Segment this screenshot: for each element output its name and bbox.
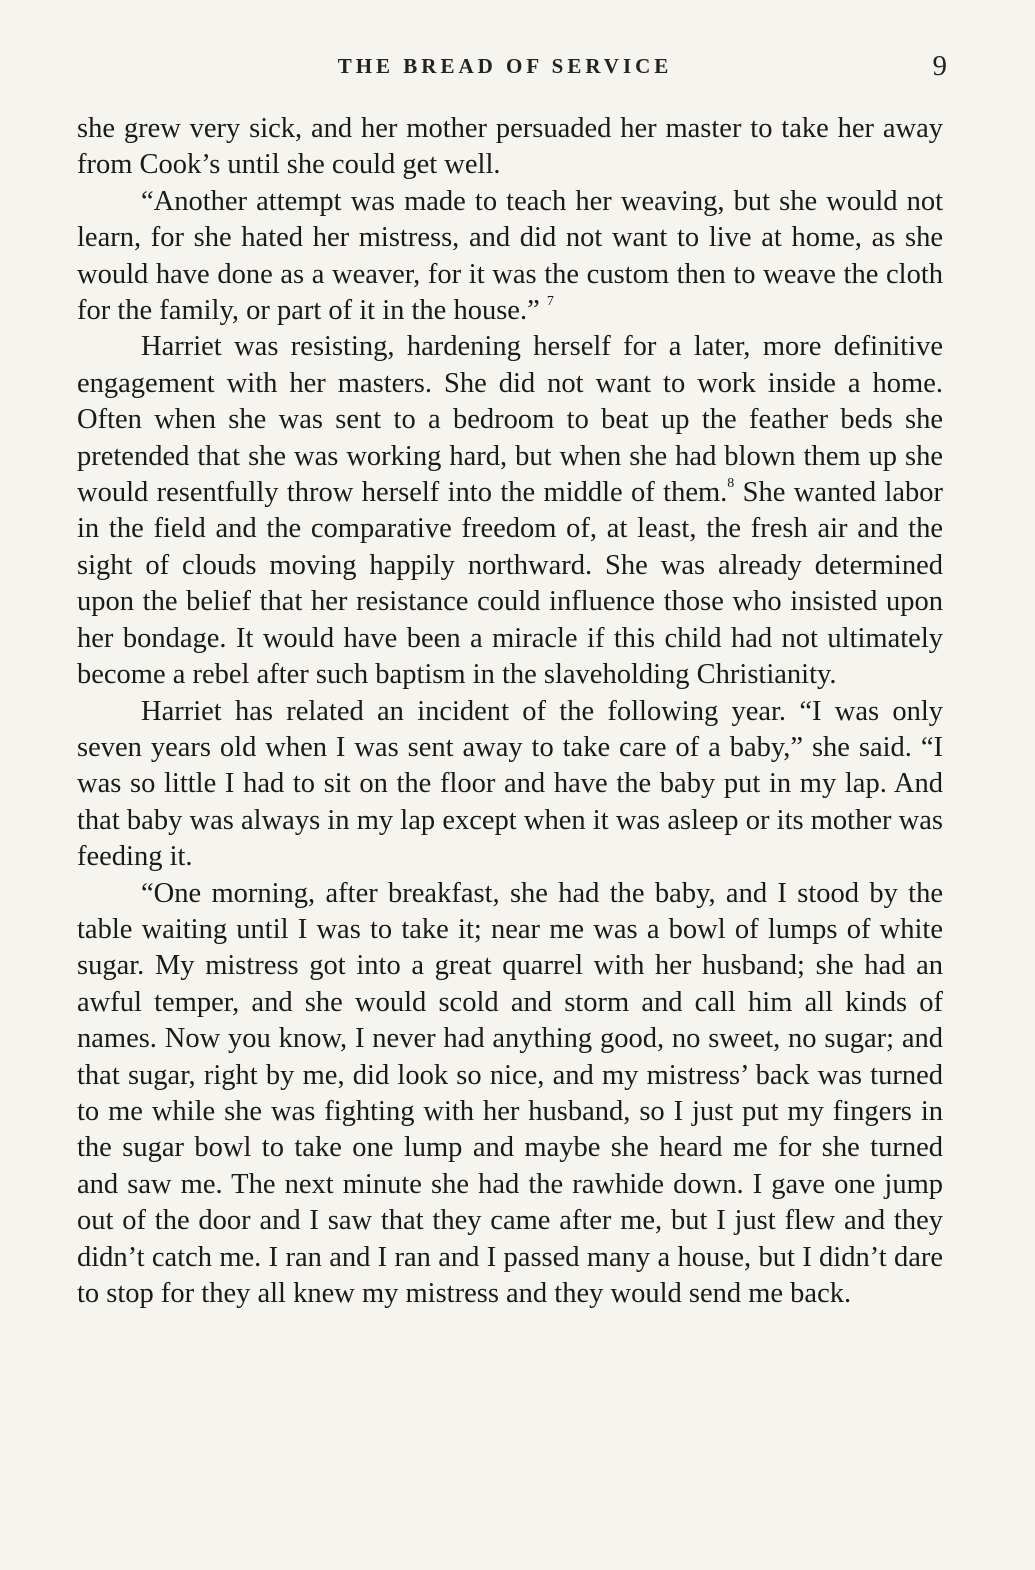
paragraph-text: Harriet has related an incident of the following year. “I was only seven years old when I was sent away to take care of a baby,” she said. “I was so little I had to sit on the floor and have the baby put in my lap. And that baby was always in my lap except when it was asleep or its mother was feeding it.	[77, 695, 943, 873]
paragraph-text-continued: She wanted labor in the field and the comparative freedom of, at least, the fresh air and the sight of clouds moving happily northward. She was already determined upon the belief that her resistance could influence those who insisted upon her bondage. It would have been a miracle if this child had not ultimately become a rebel after such baptism in the slaveholding Christianity.	[77, 477, 943, 691]
paragraph-text: “Another attempt was made to teach her weaving, but she would not learn, for she hated her mistress, and did not want to live at home, as she would have done as a weaver, for it was the custom then to weave the cloth for the family, or part of it in the house.”	[77, 185, 943, 327]
paragraph-text: Harriet was resisting, hardening herself for a later, more definitive engagement with her masters. She did not want to work inside a home. Often when she was sent to a bedroom to beat up the feather beds she pretended that she was working hard, but when she had blown them up she would resentfully throw herself into the middle of them.	[77, 331, 943, 509]
paragraph-4	[77, 694, 943, 876]
paragraph-5	[77, 876, 943, 1313]
paragraph-text: “One morning, after breakfast, she had the baby, and I stood by the table waiting until I was to take it; near me was a bowl of lumps of white sugar. My mistress got into a great quarrel with her husband; she had an awful temper, and she would scold and storm and call him all kinds of names. Now you know, I never had anything good, no sweet, no sugar; and that sugar, right by me, did look so nice, and my mistress’ back was turned to me while she was fighting with her husband, so I just put my fingers in the sugar bowl to take one lump and maybe she heard me for she turned and saw me. The next minute she had the rawhide down. I gave one jump out of the door and I saw that they came after me, but I just flew and they didn’t catch me. I ran and I ran and I passed many a house, but I didn’t dare to stop for they all knew my mistress and they would send me back.	[77, 877, 943, 1309]
page-number: 9	[932, 50, 947, 82]
paragraph-3	[77, 329, 943, 693]
footnote-marker: 8	[727, 476, 735, 492]
running-head	[0, 50, 1035, 84]
paragraph-1	[77, 111, 943, 184]
footnote-marker: 7	[546, 294, 554, 310]
body-text	[77, 111, 943, 1312]
paragraph-text: she grew very sick, and her mother persuaded her master to take her away from Cook’s until she could get well.	[77, 113, 943, 181]
paragraph-2	[77, 184, 943, 330]
running-title: THE BREAD OF SERVICE	[337, 54, 673, 78]
